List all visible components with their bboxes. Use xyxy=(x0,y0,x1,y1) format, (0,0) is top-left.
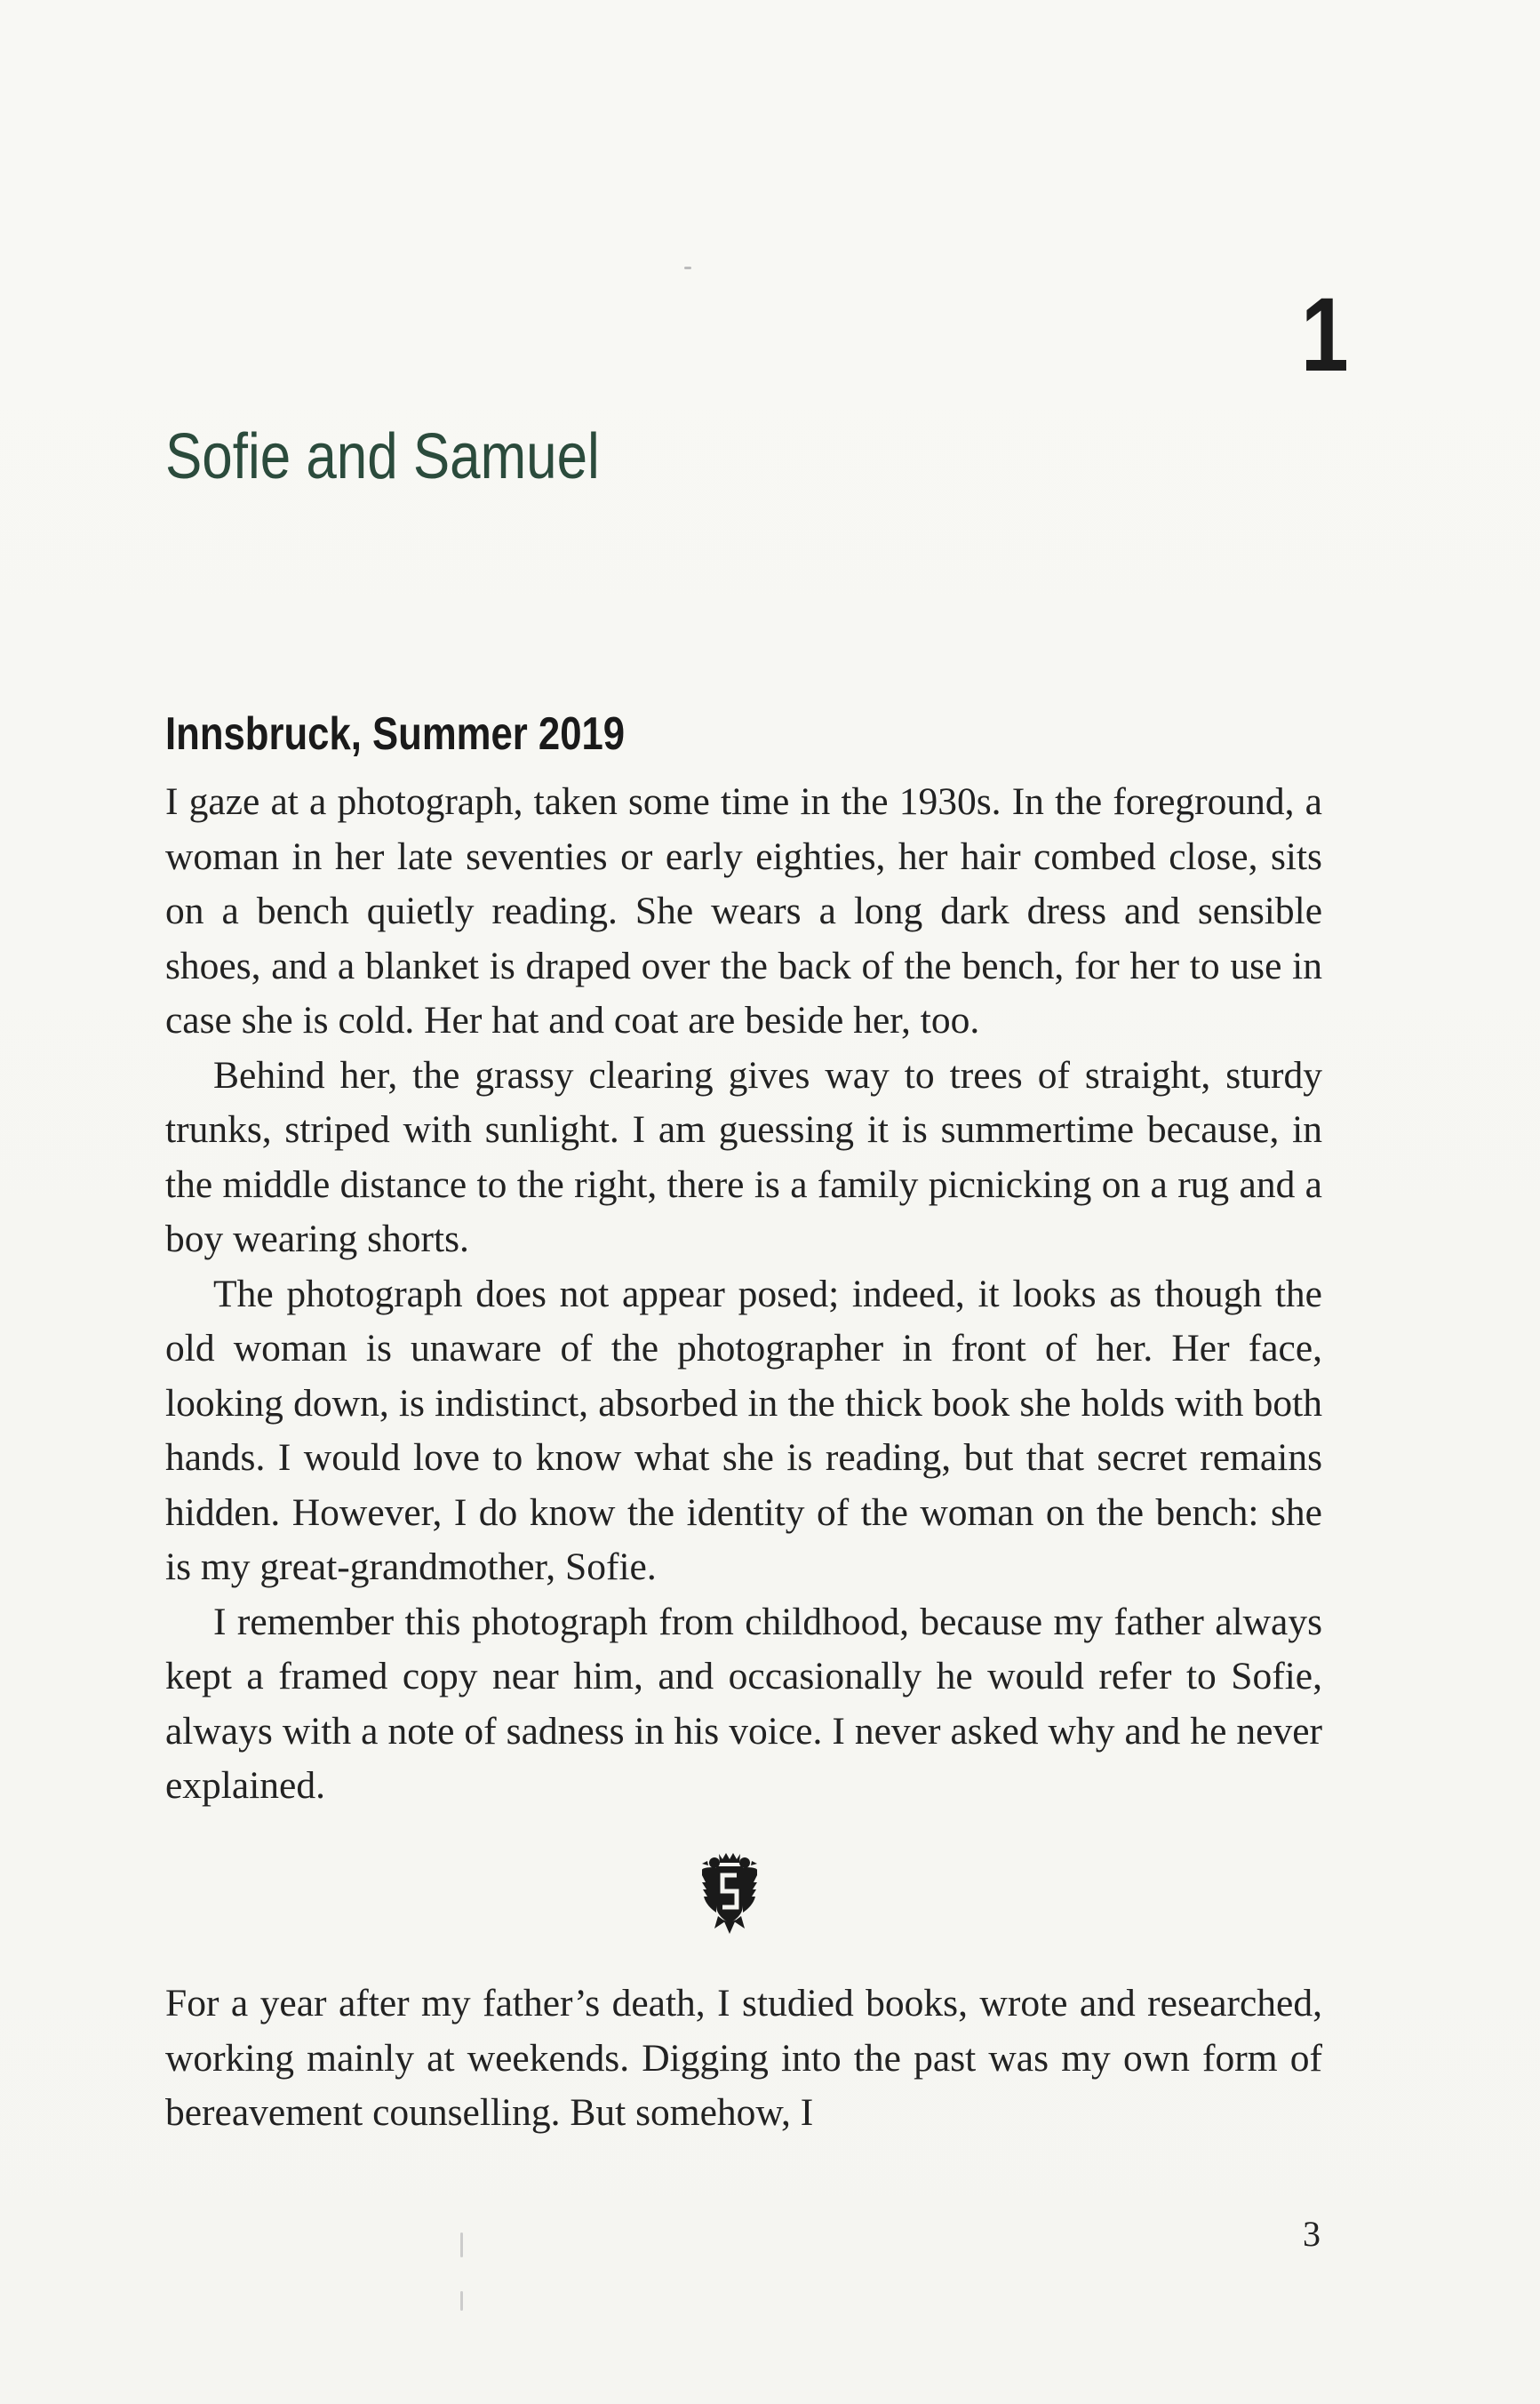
paragraph: I gaze at a photograph, taken some time in the 1930s. In the foreground, a woman in her late seventies or early eighties, her hair combed close, sits on a bench quietly reading. She wears a long dark dress and sensible shoes, and a blanket is draped over the back of the bench, for her to use in case she is cold. Her hat and coat are beside her, too. xyxy=(165,780,1322,1042)
scan-speck xyxy=(460,2291,463,2311)
section-body xyxy=(165,775,1322,1814)
paragraph: The photograph does not appear posed; indeed, it looks as though the old woman is unaware of the photographer in front of her. Her face, looking down, is indistinct, absorbed in the thick book she holds with both hands. I would love to know what she is reading, but that secret remains hidden. However, I do know the identity of the woman on the bench: she is my great-grandmother, Sofie. xyxy=(165,1272,1322,1588)
paragraph: Behind her, the grassy clearing gives way to trees of straight, sturdy trunks, striped with sunlight. I am guessing it is summertime because, in the middle distance to the right, there is a family picnicking on a rug and a boy wearing shorts. xyxy=(165,1053,1322,1260)
eagle-crest-icon xyxy=(698,1850,761,1936)
scan-speck xyxy=(460,2232,463,2257)
paragraph: For a year after my father’s death, I studied books, wrote and researched, working mainly at weekends. Digging into the past was my own form of bereavement counselling. But somehow, I xyxy=(165,1982,1322,2134)
paragraph: I remember this photograph from childhood, because my father always kept a framed copy near him, and occasionally he would refer to Sofie, always with a note of sadness in his voice. I never asked why and he never explained. xyxy=(165,1600,1322,1807)
continuation-body xyxy=(165,1977,1322,2141)
section-heading: Innsbruck, Summer 2019 xyxy=(165,708,626,760)
chapter-number: 1 xyxy=(1301,276,1349,394)
scan-speck xyxy=(684,267,691,269)
chapter-title: Sofie and Samuel xyxy=(165,421,600,492)
page-number: 3 xyxy=(1303,2214,1321,2254)
